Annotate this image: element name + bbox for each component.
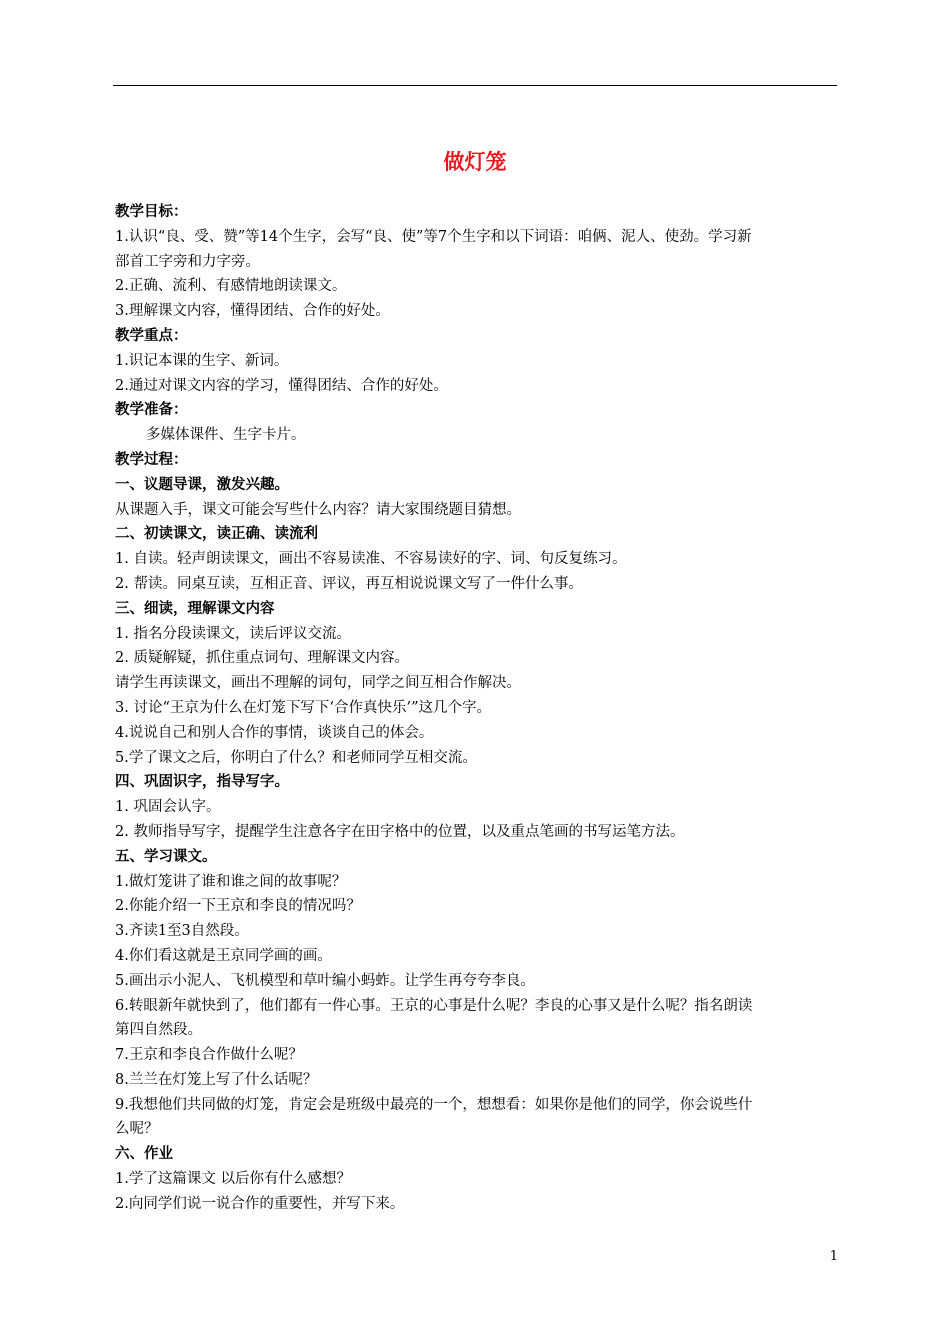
body-line: 7.王京和李良合作做什么呢？ [115,1047,303,1064]
body-line: 1.学了这篇课文 以后你有什么感想？ [115,1171,351,1188]
body-line: 多媒体课件、生字卡片。 [146,427,306,444]
body-line: 3. 讨论“王京为什么在灯笼下写下‘合作真快乐’”这几个字。 [115,699,491,716]
section-heading: 教学过程： [115,451,188,468]
body-line: 3.齐读1至3自然段。 [115,923,249,940]
body-line: 2.通过对课文内容的学习，懂得团结、合作的好处。 [115,377,448,394]
body-line: 4.你们看这就是王京同学画的画。 [115,947,332,964]
section-heading: 五、学习课文。 [115,848,217,865]
page-number: 1 [829,1249,838,1264]
body-line: 8.兰兰在灯笼上写了什么话呢？ [115,1071,318,1088]
body-line: 部首工字旁和力字旁。 [115,253,260,270]
body-line: 5.学了课文之后，你明白了什么？和老师同学互相交流。 [115,749,477,766]
section-heading: 教学重点： [115,327,188,344]
section-heading: 一、议题导课，激发兴趣。 [115,476,289,493]
body-line: 2. 质疑解疑，抓住重点词句、理解课文内容。 [115,650,409,667]
body-line: 1. 自读。轻声朗读课文，画出不容易读准、不容易读好的字、词、句反复练习。 [115,551,627,568]
section-heading: 教学目标： [115,204,188,220]
body-line: 4.说说自己和别人合作的事情，谈谈自己的体会。 [115,724,434,741]
body-line: 6.转眼新年就快到了，他们都有一件心事。王京的心事是什么呢？李良的心事又是什么呢？指名朗读 [115,997,753,1014]
body-line: 请学生再读课文，画出不理解的词句，同学之间互相合作解决。 [115,675,521,692]
body-line: 从课题入手，课文可能会写些什么内容？请大家围绕题目猜想。 [115,501,521,518]
body-line: 第四自然段。 [115,1022,202,1039]
body-line: 1.识记本课的生字、新词。 [115,352,289,369]
section-heading: 教学准备： [115,402,188,419]
body-line: 1. 指名分段读课文，读后评议交流。 [115,625,351,642]
document-body [115,200,839,1217]
section-heading: 三、细读，理解课文内容 [115,600,275,617]
body-line: 2.正确、流利、有感情地朗读课文。 [115,278,347,295]
body-line: 2.你能介绍一下王京和李良的情况吗？ [115,898,361,915]
body-line: 1.认识“良、受、赞”等14个生字，会写“良、使”等7个生字和以下词语：咱俩、泥人、使劲。学习新 [115,228,752,245]
document-title: 做灯笼 [443,150,507,174]
body-line: 1. 巩固会认字。 [115,799,221,816]
body-line: 2. 教师指导写字，提醒学生注意各字在田字格中的位置，以及重点笔画的书写运笔方法。 [115,823,685,840]
section-heading: 四、巩固识字，指导写字。 [115,774,289,791]
body-line: 么呢？ [115,1121,159,1138]
body-line: 2.向同学们说一说合作的重要性，并写下来。 [115,1195,405,1212]
body-line: 5.画出示小泥人、飞机模型和草叶编小蚂蚱。让学生再夸夸李良。 [115,972,535,989]
section-heading: 二、初读课文，读正确、读流利 [115,526,318,543]
body-line: 1.做灯笼讲了谁和谁之间的故事呢？ [115,873,347,890]
body-line: 2. 帮读。同桌互读，互相正音、评议，再互相说说课文写了一件什么事。 [115,575,583,592]
section-heading: 六、作业 [115,1146,173,1163]
body-line: 3.理解课文内容，懂得团结、合作的好处。 [115,303,390,320]
body-line: 9.我想他们共同做的灯笼，肯定会是班级中最亮的一个，想想看：如果你是他们的同学，你会说些什 [115,1096,753,1113]
header-rule [113,85,837,86]
